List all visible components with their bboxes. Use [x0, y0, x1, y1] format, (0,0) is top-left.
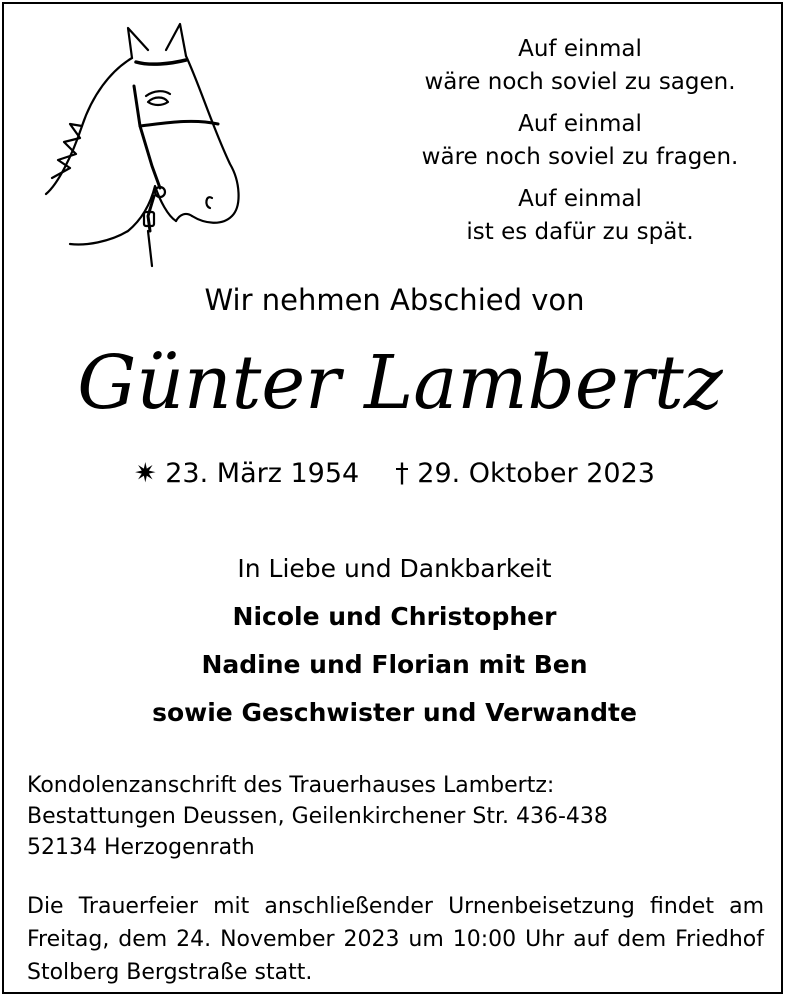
birth-date: ✷ 23. März 1954	[134, 458, 360, 489]
life-dates	[0, 454, 789, 494]
mourners-intro: In Liebe und Dankbarkeit	[237, 554, 552, 583]
poem-stanza	[400, 33, 760, 99]
ceremony-notice: Die Trauerfeier mit anschließender Urnenbeisetzung findet am Freitag, dem 24. November 2023 um 10:00 Uhr auf dem Friedhof Stolberg Bergstraße statt.	[27, 894, 764, 985]
poem-line: Auf einmal	[518, 186, 642, 212]
condolence-line: 52134 Herzogenrath	[27, 835, 255, 860]
poem-stanza	[400, 183, 760, 249]
farewell-intro: Wir nehmen Abschied von	[204, 283, 585, 317]
poem-stanza	[400, 108, 760, 174]
deceased-name-text: Günter Lambertz	[77, 340, 723, 426]
poem-line: ist es dafür zu spät.	[466, 219, 694, 245]
deceased-name	[40, 330, 760, 440]
death-date: † 29. Oktober 2023	[395, 458, 655, 489]
condolence-line: Kondolenzanschrift des Trauerhauses Lambertz:	[27, 773, 555, 798]
poem-line: Auf einmal	[518, 36, 642, 62]
condolence-address	[27, 770, 767, 863]
mourner-name: Nicole und Christopher	[232, 602, 557, 631]
poem	[400, 33, 760, 258]
horse-head-icon	[40, 16, 250, 271]
mourner-name: sowie Geschwister und Verwandte	[152, 698, 637, 727]
poem-line: wäre noch soviel zu sagen.	[424, 69, 736, 95]
mourners	[0, 545, 789, 737]
poem-line: wäre noch soviel zu fragen.	[421, 144, 739, 170]
condolence-line: Bestattungen Deussen, Geilenkirchener Str. 436-438	[27, 804, 608, 829]
poem-line: Auf einmal	[518, 111, 642, 137]
mourner-name: Nadine und Florian mit Ben	[201, 650, 588, 679]
